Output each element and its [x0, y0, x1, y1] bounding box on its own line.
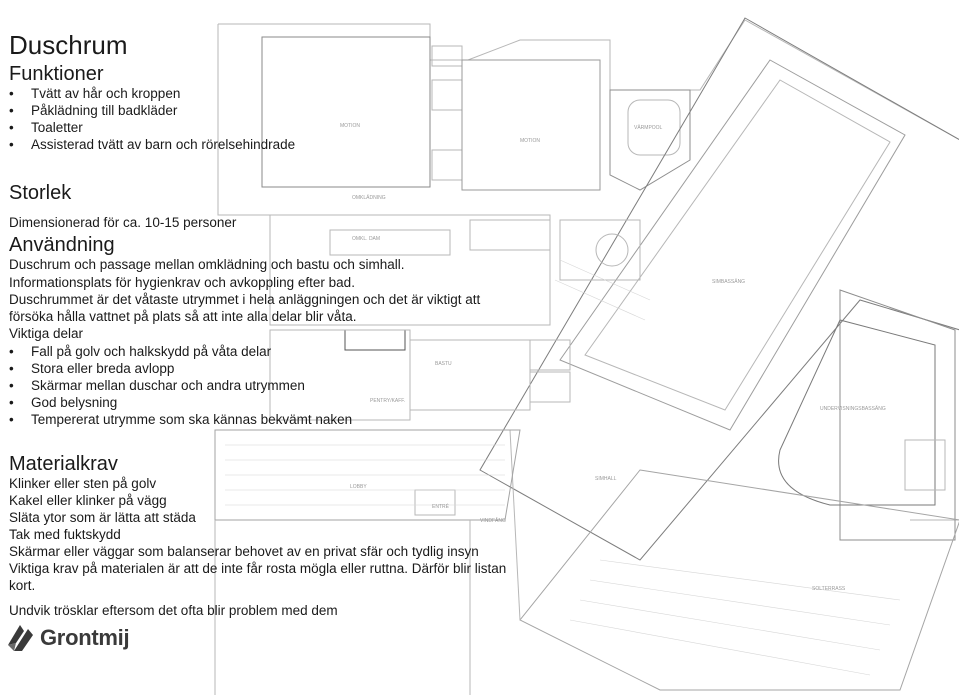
- plan-label: OMKL. DAM: [352, 236, 381, 242]
- list-item: • Assisterad tvätt av barn och rörelsehindrade: [9, 136, 295, 153]
- list-item: • Tvätt av hår och kroppen: [9, 85, 295, 102]
- materials-heading: Materialkrav: [9, 453, 118, 475]
- materials-line: Tak med fuktskydd: [9, 527, 121, 542]
- list-item: • Skärmar mellan duschar och andra utrymmen: [9, 377, 352, 394]
- plan-label: LOBBY: [350, 484, 367, 490]
- materials-line: kort.: [9, 578, 36, 593]
- usage-subheading: Viktiga delar: [9, 326, 84, 341]
- plan-label: BASTU: [435, 361, 452, 367]
- usage-list: [9, 343, 352, 428]
- plan-label: SIMBASSÄNG: [712, 279, 746, 285]
- list-item: • Tempererat utrymme som ska kännas bekvämt naken: [9, 411, 352, 428]
- list-item: • Fall på golv och halkskydd på våta delar: [9, 343, 352, 360]
- grontmij-logo: [6, 621, 130, 657]
- list-item: • Toaletter: [9, 119, 295, 136]
- list-item: • God belysning: [9, 394, 352, 411]
- usage-line: Duschrum och passage mellan omklädning och bastu och simhall.: [9, 257, 405, 272]
- materials-line: Skärmar eller väggar som balanserar behovet av en privat sfär och tydlig insyn: [9, 544, 479, 559]
- list-item: • Påklädning till badkläder: [9, 102, 295, 119]
- materials-line: Släta ytor som är lätta att städa: [9, 510, 196, 525]
- list-item: • Stora eller breda avlopp: [9, 360, 352, 377]
- plan-label: VÄRMPOOL: [634, 125, 663, 131]
- usage-line: Duschrummet är det våtaste utrymmet i hela anläggningen och det är viktigt att: [9, 292, 481, 307]
- functions-heading: Funktioner: [9, 63, 104, 85]
- plan-label: VINDFÅNG: [480, 518, 506, 524]
- materials-note: Undvik trösklar eftersom det ofta blir problem med dem: [9, 603, 338, 618]
- plan-label: MOTION: [520, 138, 540, 144]
- usage-line: Informationsplats för hygienkrav och avkoppling efter bad.: [9, 275, 355, 290]
- plan-label: UNDERVISNINGSBASSÄNG: [820, 406, 886, 412]
- materials-line: Viktiga krav på materialen är att de inte får rosta mögla eller ruttna. Därför blir listan: [9, 561, 507, 576]
- plan-label: OMKLÄDNING: [352, 195, 386, 201]
- usage-heading: Användning: [9, 234, 115, 256]
- plan-label: ENTRÉ: [432, 504, 449, 510]
- plan-label: SOLTERRASS: [812, 586, 846, 592]
- grontmij-mark-icon: [6, 621, 36, 655]
- size-heading: Storlek: [9, 182, 72, 204]
- usage-line: försöka hålla vattnet på plats så att inte alla delar blir våta.: [9, 309, 357, 324]
- plan-label: PENTRY/KAFF.: [370, 398, 406, 404]
- logo-text: Grontmij: [40, 625, 130, 650]
- plan-label: SIMHALL: [595, 476, 617, 482]
- materials-line: Klinker eller sten på golv: [9, 476, 157, 491]
- plan-label: MOTION: [340, 123, 360, 129]
- materials-line: Kakel eller klinker på vägg: [9, 493, 167, 508]
- page-title: Duschrum: [9, 30, 128, 60]
- size-text: Dimensionerad för ca. 10-15 personer: [9, 215, 237, 230]
- functions-list: [9, 85, 295, 153]
